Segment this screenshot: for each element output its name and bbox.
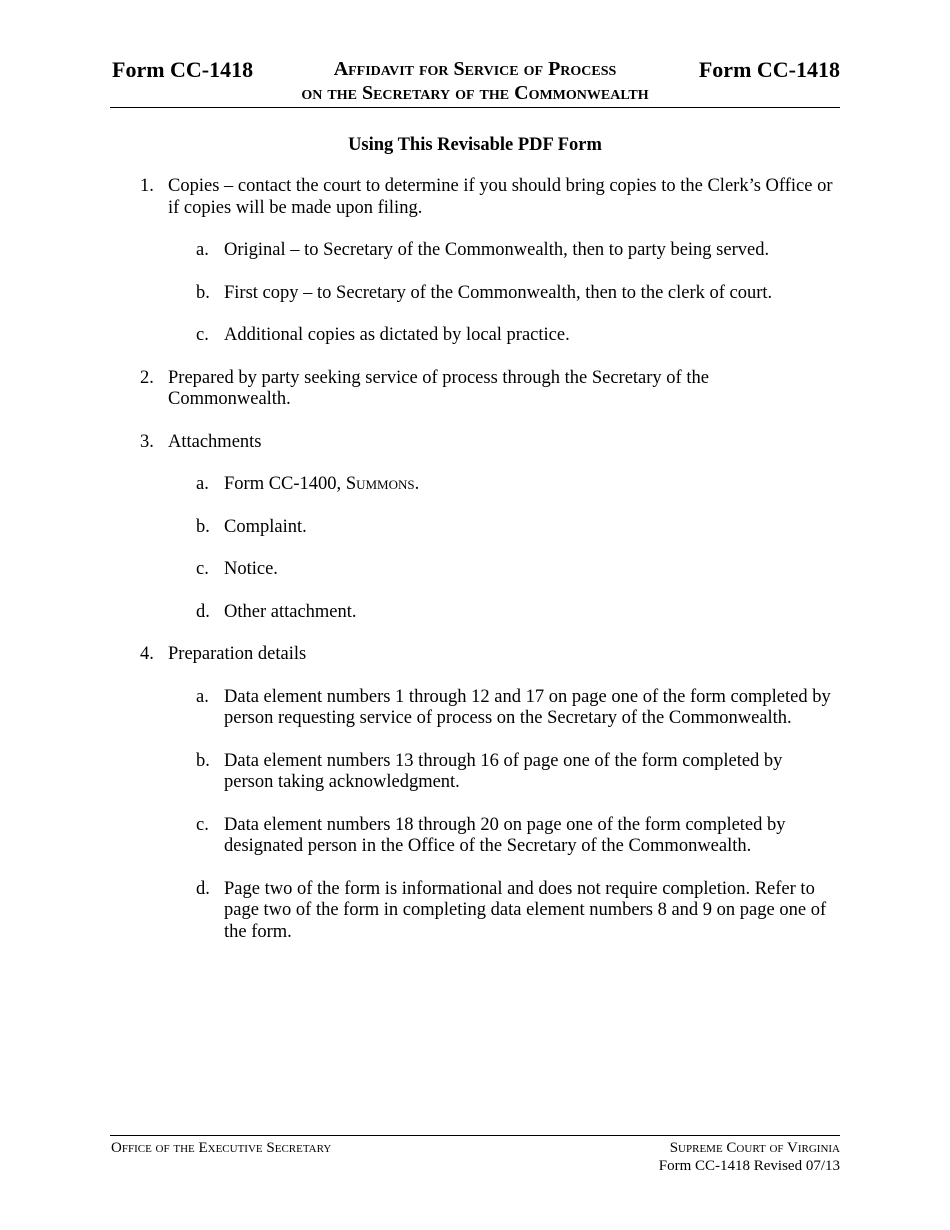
footer-form-revision: Form CC-1418 Revised 07/13 [658,1158,840,1174]
item-number: 1. [140,176,154,196]
sub-item-letter: a. [196,240,209,260]
sub-item-text: Data element numbers 1 through 12 and 17 on page one of the form completed by person requesting service of process on the Secretary of the Commonwealth. [224,686,831,728]
item-text: Preparation details [168,644,307,664]
sub-item-letter: c. [196,325,209,345]
sub-item-text: Data element numbers 13 through 16 of page one of the form completed by person taking acknowledgment. [224,750,783,792]
sub-item-letter: a. [196,474,209,494]
sub-item-text-suffix: . [414,474,420,494]
form-title-line1: Affidavit for Service of Process [333,58,617,80]
sub-item-letter: d. [196,878,210,899]
sub-item-text [224,474,840,496]
item-number: 3. [140,431,154,452]
footer-divider [110,1135,840,1136]
instructions-list [135,176,840,943]
sub-item-text: Page two of the form is informational and does not require completion. Refer to page two of the form in completing data element numbers 8 and 9 on page one of the form. [224,878,827,942]
sub-item-letter: a. [196,686,209,707]
summons-form-name: Summons [345,474,415,494]
sub-item-text: Other attachment. [224,601,357,622]
item-number: 2. [140,367,154,388]
sub-list-item [191,517,840,539]
sub-item-text: Original – to Secretary of the Commonwealth, then to party being served. [224,240,770,260]
sub-item-text: Additional copies as dictated by local practice. [224,325,570,345]
list-item [135,644,840,666]
item-number: 4. [140,644,154,664]
sub-item-letter: b. [196,516,210,537]
sub-list-item [191,559,840,581]
sublist [135,240,840,347]
sub-item-letter: b. [196,282,210,303]
sub-list-item [191,815,840,858]
form-number-right: Form CC-1418 [698,57,840,82]
sub-item-text-prefix: Form CC-1400, [224,474,346,494]
sub-item-text: Data element numbers 18 through 20 on page one of the form completed by designated person in the Office of the Secretary of the Commonwealth. [224,814,786,856]
sub-list-item [191,602,840,624]
form-number-left: Form CC-1418 [112,57,254,82]
sub-list-item [191,325,840,347]
sub-item-letter: b. [196,750,210,771]
form-title-line2: on the Secretary of the Commonwealth [301,82,649,104]
sub-list-item [191,879,840,944]
list-item [135,176,840,219]
sub-list-item [191,687,840,730]
sublist [135,687,840,944]
item-text: Attachments [168,431,262,452]
header-divider [110,107,840,108]
sub-list-item [191,240,840,262]
sub-list-item [191,751,840,794]
sub-list-item [191,474,840,496]
footer-court-name: Supreme Court of Virginia [669,1140,840,1156]
sub-item-letter: c. [196,559,209,579]
sub-item-letter: d. [196,601,210,622]
sublist [135,474,840,623]
sub-item-letter: c. [196,814,209,835]
sub-item-text: Complaint. [224,516,307,537]
footer-court-info [659,1139,840,1175]
page-subtitle: Using This Revisable PDF Form [348,135,602,155]
item-text: Copies – contact the court to determine if you should bring copies to the Clerk’s Office or if copies will be made upon filing. [168,176,833,218]
list-item [135,432,840,454]
list-item [135,368,840,411]
item-text: Prepared by party seeking service of process through the Secretary of the Commonwealth. [168,367,709,409]
sub-item-text: Notice. [224,559,278,579]
sub-item-text: First copy – to Secretary of the Commonwealth, then to the clerk of court. [224,282,773,303]
page-header [110,57,840,108]
footer-office: Office of the Executive Secretary [111,1140,332,1156]
sub-list-item [191,283,840,305]
